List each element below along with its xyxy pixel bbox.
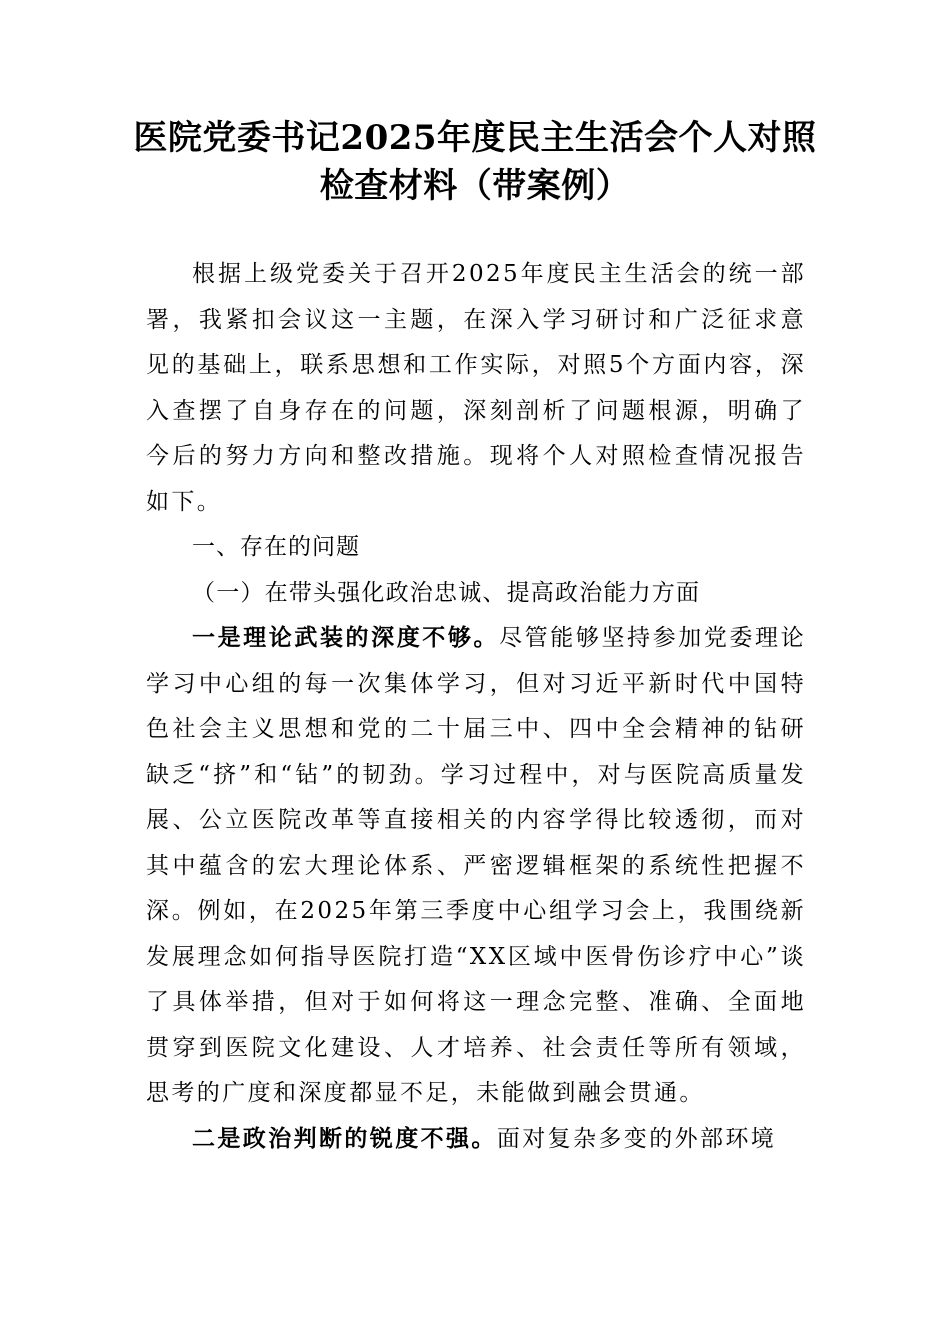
problem-point-1-text: 尽管能够坚持参加党委理论学习中心组的每一次集体学习，但对习近平新时代中国特色社会主义思想和党的二十届三中、四中全会精神的钻研缺乏“挤”和“钻”的韧劲。学习过程中，对与医院高质量发展、公立医院改革等直接相关的内容学得比较透彻，而对其中蕴含的宏大理论体系、严密逻辑框架的系统性把握不深。例如，在2025年第三季度中心组学习会上，我围绕新发展理念如何指导医院打造“XX区域中医骨伤诊疗中心”谈了具体举措，但对于如何将这一理念完整、准确、全面地贯穿到医院文化建设、人才培养、社会责任等所有领域，思考的广度和深度都显不足，未能做到融会贯通。 xyxy=(146,625,806,1106)
problem-point-2 xyxy=(146,1117,806,1163)
document-title: 医院党委书记2025年度民主生活会个人对照检查材料（带案例） xyxy=(133,118,817,206)
subsection-heading-political-loyalty: （一）在带头强化政治忠诚、提高政治能力方面 xyxy=(192,579,701,606)
section-heading-problems: 一、存在的问题 xyxy=(192,534,360,560)
problem-point-2-text: 面对复杂多变的外部环境 xyxy=(496,1125,777,1152)
intro-paragraph: 根据上级党委关于召开2025年度民主生活会的统一部署，我紧扣会议这一主题，在深入学习研讨和广泛征求意见的基础上，联系思想和工作实际，对照5个方面内容，深入查摆了自身存在的问题，深刻剖析了问题根源，明确了今后的努力方向和整改措施。现将个人对照检查情况报告如下。 xyxy=(146,261,806,515)
problem-point-1-lead: 一是理论武装的深度不够。 xyxy=(192,625,500,651)
document-body xyxy=(146,252,806,1162)
problem-point-2-lead: 二是政治判断的锐度不强。 xyxy=(192,1125,497,1152)
problem-point-1 xyxy=(146,616,806,1117)
